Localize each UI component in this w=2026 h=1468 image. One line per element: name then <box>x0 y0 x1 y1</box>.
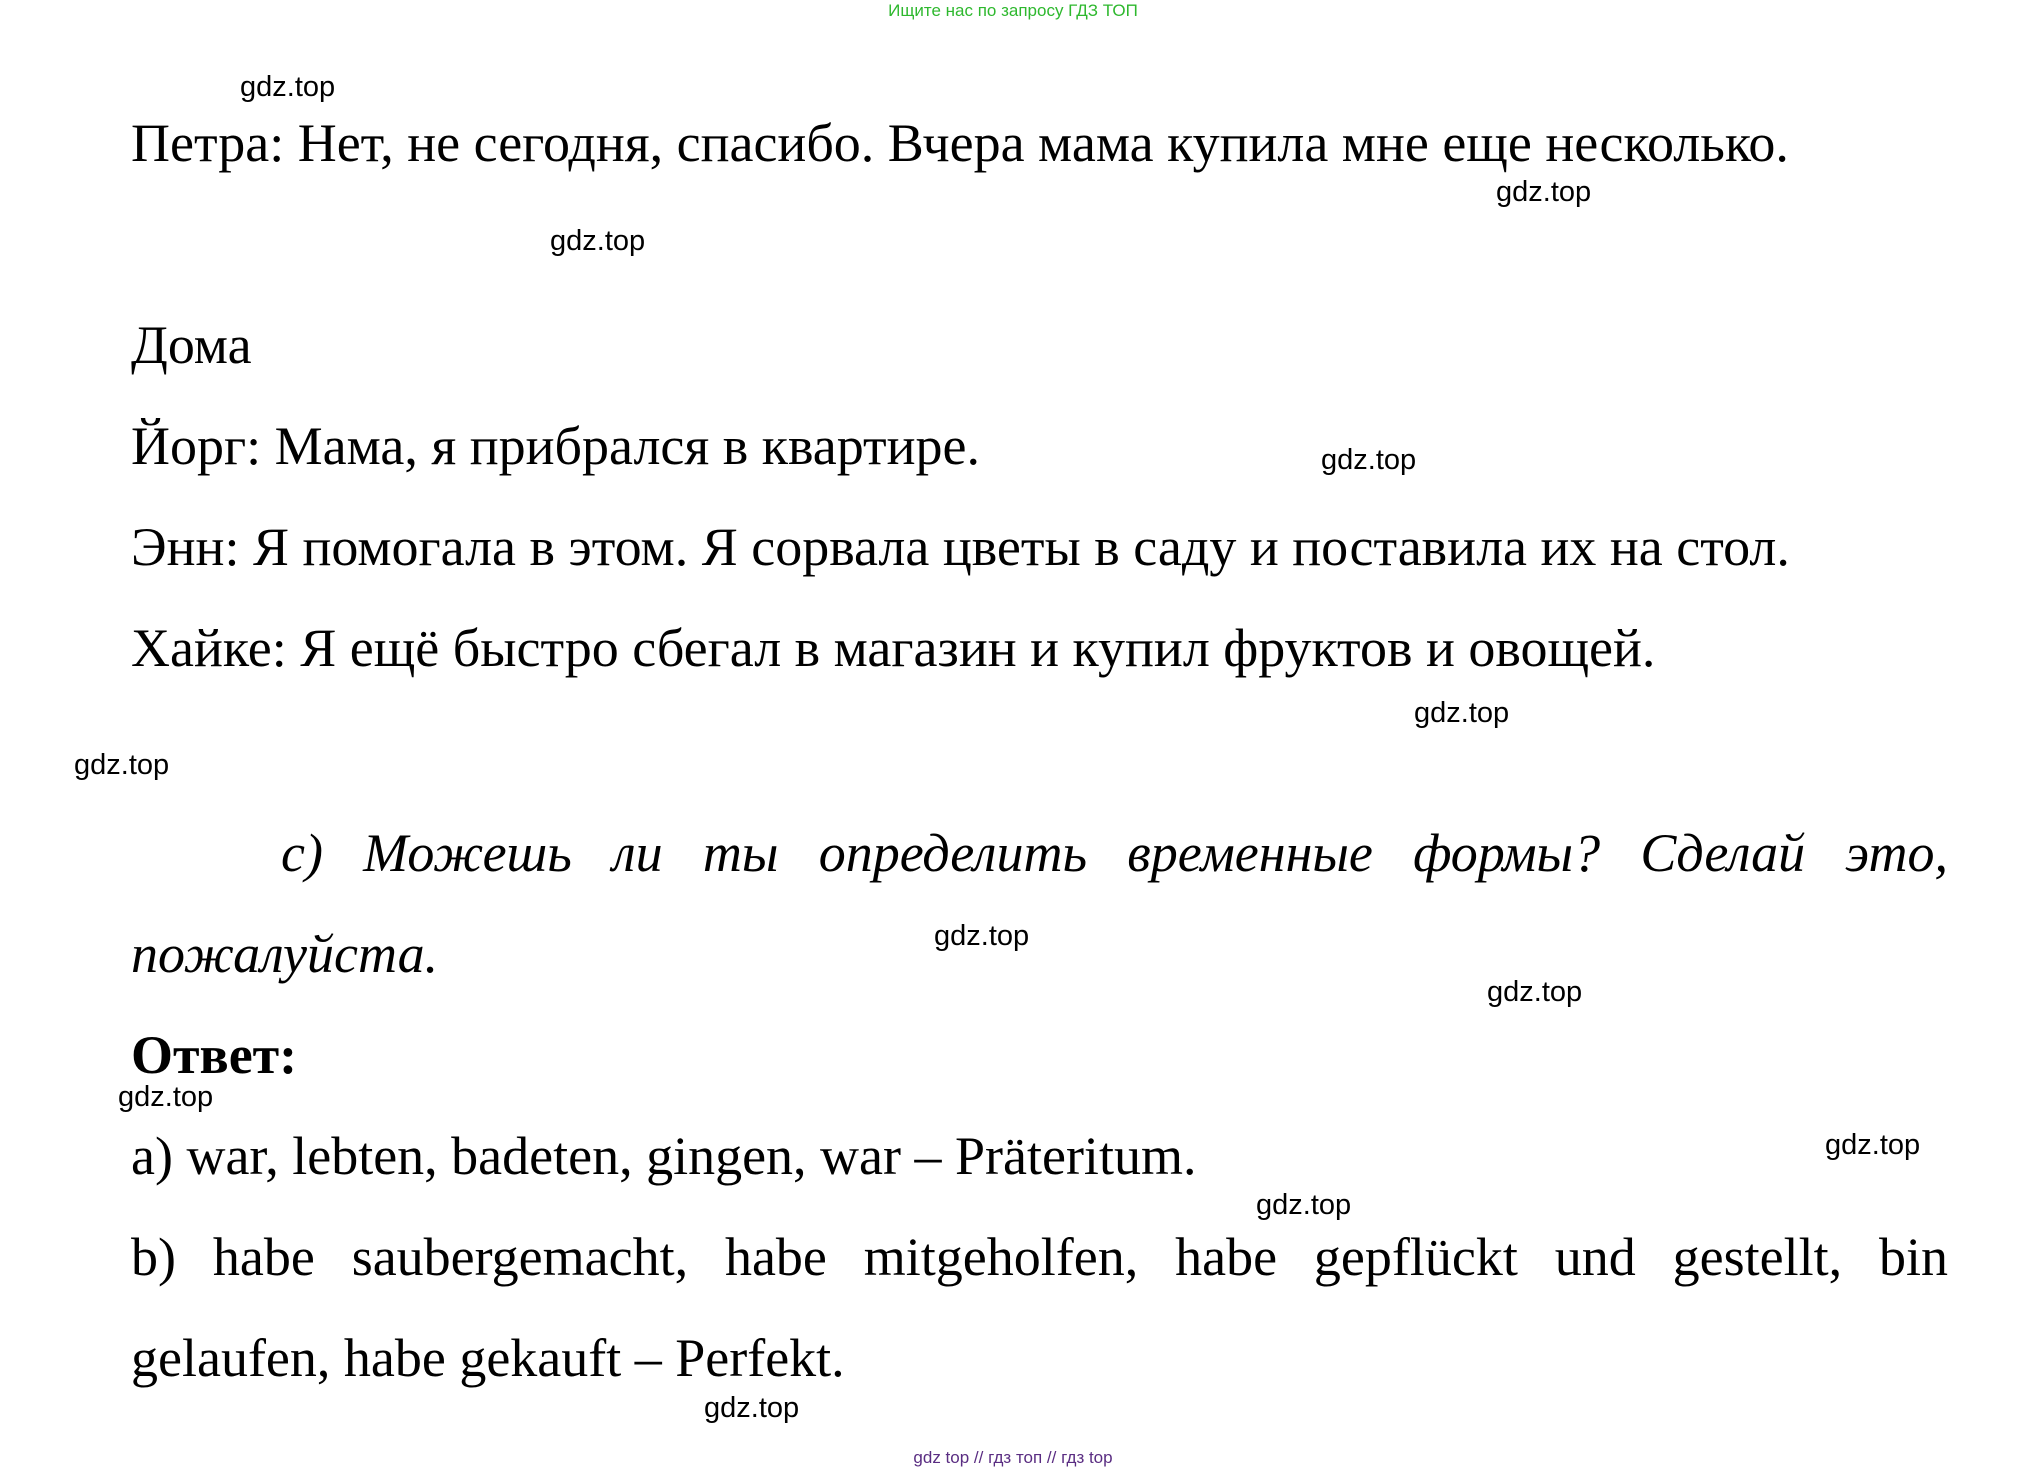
watermark: gdz.top <box>240 71 336 103</box>
task-c-question-line1: c) Можешь ли ты определить временные формы? Сделай это, <box>281 823 1948 883</box>
section-heading-home: Дома <box>131 315 252 375</box>
watermark: gdz.top <box>1256 1189 1352 1221</box>
watermark: gdz.top <box>1496 176 1592 208</box>
answer-a: a) war, lebten, badeten, gingen, war – Präteritum. <box>131 1126 1197 1186</box>
watermark: gdz.top <box>704 1392 800 1424</box>
dialogue-line-ann: Энн: Я помогала в этом. Я сорвала цветы в саду и поставила их на стол. <box>131 517 1790 577</box>
header-banner: Ищите нас по запросу ГДЗ ТОП <box>888 1 1138 20</box>
watermark: gdz.top <box>1321 444 1417 476</box>
answer-heading: Ответ: <box>131 1025 298 1085</box>
watermark: gdz.top <box>1414 697 1510 729</box>
dialogue-line-petra: Петра: Нет, не сегодня, спасибо. Вчера мама купила мне еще несколько. <box>131 113 1789 173</box>
dialogue-line-heike: Хайке: Я ещё быстро сбегал в магазин и купил фруктов и овощей. <box>131 618 1656 678</box>
answer-b-line1: b) habe saubergemacht, habe mitgeholfen, habe gepflückt und gestellt, bin <box>131 1227 1948 1287</box>
dialogue-line-joerg: Йорг: Мама, я прибрался в квартире. <box>131 416 980 476</box>
watermark: gdz.top <box>1487 976 1583 1008</box>
watermark: gdz.top <box>1825 1129 1921 1161</box>
task-c-question-line2: пожалуйста. <box>131 924 439 984</box>
watermark: gdz.top <box>74 749 170 781</box>
footer-banner: gdz top // гдз топ // гдз top <box>913 1448 1113 1467</box>
answer-b-line2: gelaufen, habe gekauft – Perfekt. <box>131 1328 845 1388</box>
watermark: gdz.top <box>550 225 646 257</box>
watermark: gdz.top <box>934 920 1030 952</box>
watermark: gdz.top <box>118 1081 214 1113</box>
